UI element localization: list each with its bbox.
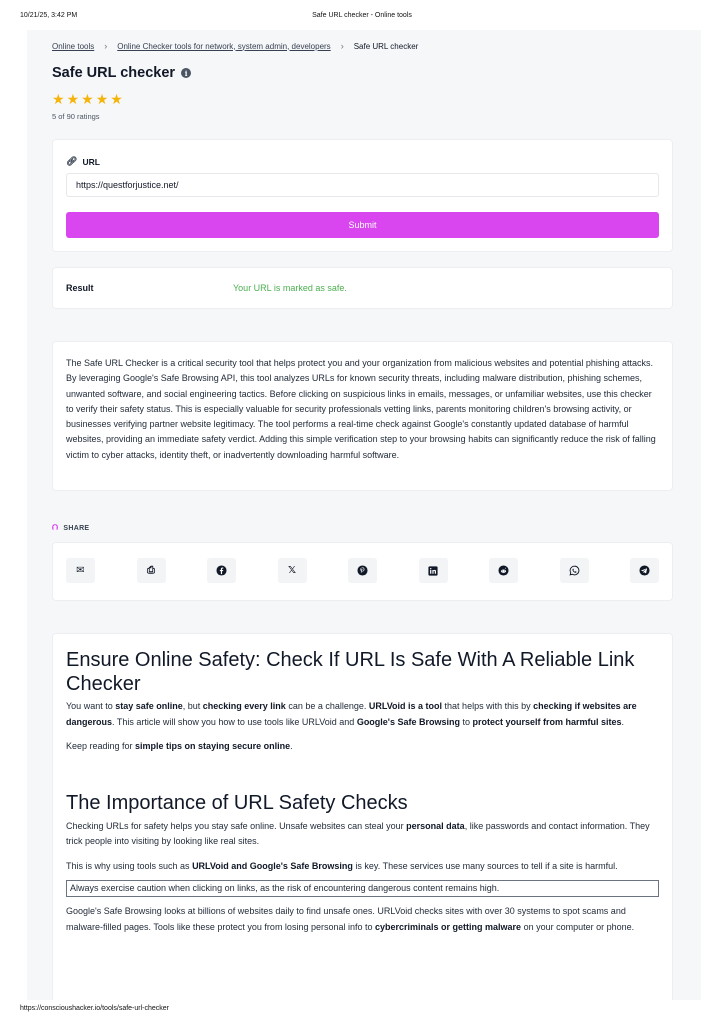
ratings-count: 5 of 90 ratings — [52, 112, 100, 121]
print-datetime: 10/21/25, 3:42 PM — [20, 12, 78, 19]
page-content — [27, 30, 701, 1000]
share-x-button[interactable] — [278, 558, 307, 583]
emphasis-text: stay safe online — [115, 701, 183, 711]
article-heading-2: The Importance of URL Safety Checks — [66, 791, 408, 814]
emphasis-text: protect yourself from harmful sites — [472, 716, 622, 727]
article-heading-1: Ensure Online Safety: Check If URL Is Safe With A Reliable Link Checker — [66, 649, 635, 695]
emphasis-text: checking every link — [202, 701, 286, 711]
emphasis-text: Google's Safe Browsing — [356, 716, 460, 727]
result-value: Your URL is marked as safe. — [233, 283, 347, 293]
share-icon: ⮉ — [52, 523, 59, 532]
emphasis-text: URLVoid and Google's Safe Browsing — [192, 860, 353, 871]
facebook-icon — [216, 565, 227, 576]
title-row — [52, 65, 191, 81]
print-doc-title: Safe URL checker - Online tools — [312, 12, 412, 19]
article-paragraph-1: You want to stay safe online, but checking every link can be a challenge. URLVoid is a tool that helps with this by checking if websites are dangerous. This article will show you how to use tools like URLVoid and Google's Safe Browsing to protect yourself from harmful sites. — [66, 701, 637, 727]
pinterest-icon — [357, 565, 368, 576]
rating-stars[interactable] — [52, 92, 123, 106]
share-facebook-button[interactable] — [207, 558, 236, 583]
share-pinterest-button[interactable] — [348, 558, 377, 583]
email-icon: ✉ — [76, 565, 85, 576]
share-card — [52, 542, 673, 601]
url-label-text: URL — [82, 156, 100, 167]
article-paragraph-5: Google's Safe Browsing looks at billions of websites daily to find unsafe ones. URLVoid checks sites with over 30 systems to spot scams and malware-filled pages. Tools like these protect you from losing personal info to cybercriminals or getting malware on your computer or phone. — [66, 906, 635, 932]
breadcrumb-current: Safe URL checker — [353, 41, 419, 51]
x-icon: 𝕏 — [287, 565, 297, 576]
chevron-right-icon: › — [340, 41, 344, 51]
emphasis-text: checking if websites are dangerous — [66, 701, 637, 727]
share-buttons — [66, 558, 659, 583]
breadcrumb-link-online-tools[interactable]: Online tools — [52, 41, 95, 51]
star-icon[interactable]: ★ — [66, 91, 80, 107]
emphasis-text: personal data — [406, 820, 465, 831]
whatsapp-icon — [569, 565, 580, 576]
print-icon: ⎙ — [147, 565, 155, 576]
article-card — [52, 633, 673, 1000]
linkedin-icon — [428, 566, 438, 576]
share-reddit-button[interactable] — [489, 558, 518, 583]
share-whatsapp-button[interactable] — [560, 558, 589, 583]
description-text: The Safe URL Checker is a critical security tool that helps protect you and your organization from malicious websites and potential phishing attacks. By leveraging Google's Safe Browsing API, this tool analyzes URLs for known security threats, including malware distribution, phishing schemes, unwanted software, and social engineering tactics. Before clicking on suspicious links in emails, messages, or unfamiliar websites, use this checker to verify their safety status. This is especially valuable for security professionals vetting links, parents monitoring children's browsing activity, or businesses verifying partner website legitimacy. The tool performs a real-time check against Google's constantly updated database of harmful websites, providing an immediate safety verdict. Adding this simple verification step to your browsing habits can significantly reduce the risk of falling victim to cyber attacks, identity theft, or inadvertently downloading harmful software. — [66, 358, 656, 460]
breadcrumb — [52, 41, 418, 51]
share-linkedin-button[interactable] — [419, 558, 448, 583]
link-icon: 🔗︎ — [66, 156, 78, 166]
url-form-card — [52, 139, 673, 252]
reddit-icon — [498, 565, 509, 576]
share-heading — [52, 523, 89, 533]
share-print-button[interactable] — [137, 558, 166, 583]
submit-button[interactable]: Submit — [66, 212, 659, 238]
share-email-button[interactable] — [66, 558, 95, 583]
url-label — [66, 156, 100, 167]
chevron-right-icon: › — [104, 41, 108, 51]
article-paragraph-4: This is why using tools such as URLVoid and Google's Safe Browsing is key. These services use many sources to tell if a site is harmful. — [66, 860, 618, 871]
breadcrumb-link-checker-tools[interactable]: Online Checker tools for network, system admin, developers — [117, 41, 331, 51]
url-input[interactable] — [66, 173, 659, 197]
emphasis-text: simple tips on staying secure online — [135, 741, 291, 751]
star-icon[interactable]: ★ — [81, 91, 94, 107]
emphasis-text: cybercriminals or getting malware — [375, 921, 522, 932]
article — [66, 648, 659, 935]
star-icon[interactable]: ★ — [95, 91, 109, 107]
info-icon[interactable]: i — [181, 68, 191, 78]
share-label: SHARE — [63, 524, 90, 532]
article-paragraph-3: Checking URLs for safety helps you stay safe online. Unsafe websites can steal your personal data, like passwords and contact information. They trick people into visiting by looking like real sites. — [66, 820, 650, 846]
star-icon[interactable]: ★ — [110, 91, 123, 107]
telegram-icon — [639, 565, 650, 576]
article-paragraph-2: Keep reading for simple tips on staying secure online. — [66, 741, 293, 751]
share-telegram-button[interactable] — [630, 558, 659, 583]
result-label: Result — [66, 283, 94, 293]
print-footer-url: https://conscioushacker.io/tools/safe-url-checker — [20, 1005, 170, 1012]
star-icon[interactable]: ★ — [52, 91, 65, 107]
emphasis-text: URLVoid is a tool — [368, 701, 443, 711]
article-callout: Always exercise caution when clicking on links, as the risk of encountering dangerous content remains high. — [66, 880, 659, 897]
result-card — [52, 267, 673, 309]
page-title: Safe URL checker — [52, 65, 176, 81]
print-header — [20, 12, 704, 24]
description-card — [52, 341, 673, 491]
